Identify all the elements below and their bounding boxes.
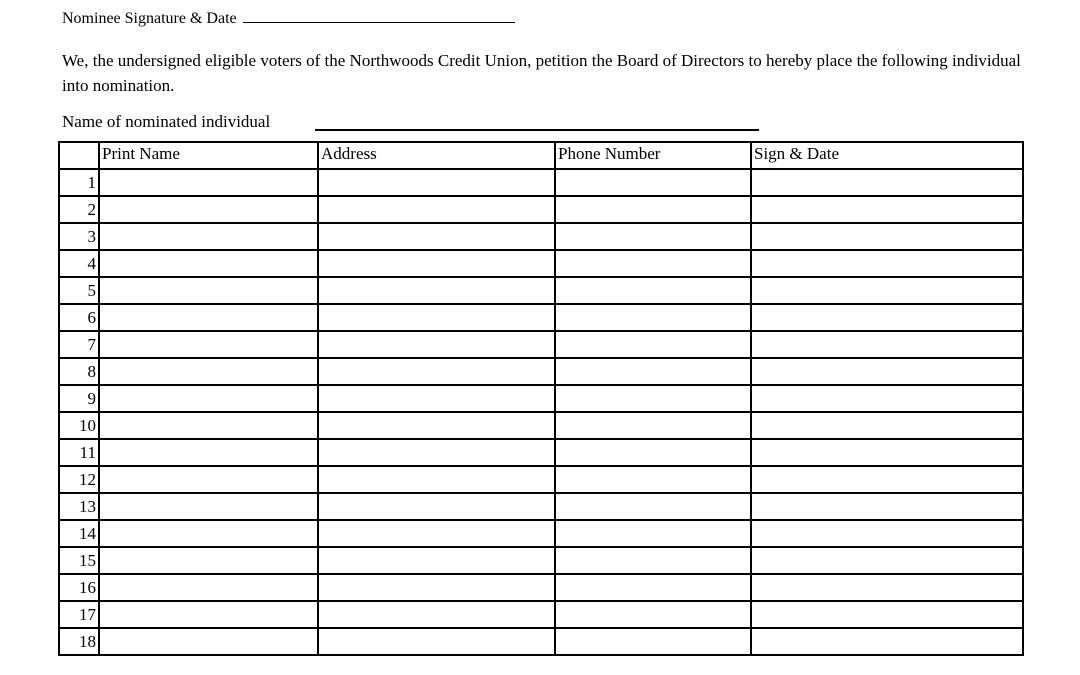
address-cell[interactable] [318,169,555,196]
print-name-cell[interactable] [99,520,318,547]
row-number: 7 [59,331,99,358]
address-cell[interactable] [318,601,555,628]
address-cell[interactable] [318,628,555,655]
print-name-cell[interactable] [99,250,318,277]
sign-date-cell[interactable] [751,277,1023,304]
row-number: 4 [59,250,99,277]
address-cell[interactable] [318,412,555,439]
address-cell[interactable] [318,196,555,223]
address-cell[interactable] [318,493,555,520]
address-cell[interactable] [318,250,555,277]
header-phone-number: Phone Number [555,142,751,169]
address-cell[interactable] [318,439,555,466]
address-cell[interactable] [318,304,555,331]
table-row [59,439,1023,466]
row-number: 18 [59,628,99,655]
address-cell[interactable] [318,466,555,493]
address-cell[interactable] [318,331,555,358]
table-header-row [59,142,1023,169]
phone-number-cell[interactable] [555,385,751,412]
row-number: 16 [59,574,99,601]
row-number: 6 [59,304,99,331]
table-row [59,412,1023,439]
print-name-cell[interactable] [99,466,318,493]
sign-date-cell[interactable] [751,601,1023,628]
sign-date-cell[interactable] [751,169,1023,196]
sign-date-cell[interactable] [751,493,1023,520]
sign-date-cell[interactable] [751,466,1023,493]
row-number: 15 [59,547,99,574]
phone-number-cell[interactable] [555,493,751,520]
nominee-signature-line [62,8,515,29]
sign-date-cell[interactable] [751,547,1023,574]
sign-date-cell[interactable] [751,439,1023,466]
sign-date-cell[interactable] [751,574,1023,601]
phone-number-cell[interactable] [555,331,751,358]
row-number: 11 [59,439,99,466]
table-row [59,196,1023,223]
table-row [59,493,1023,520]
row-number: 13 [59,493,99,520]
table-row [59,466,1023,493]
table-row [59,574,1023,601]
row-number: 2 [59,196,99,223]
nominee-signature-label: Nominee Signature & Date [62,10,237,27]
header-address: Address [318,142,555,169]
sign-date-cell[interactable] [751,250,1023,277]
table-row [59,331,1023,358]
print-name-cell[interactable] [99,169,318,196]
print-name-cell[interactable] [99,196,318,223]
phone-number-cell[interactable] [555,574,751,601]
sign-date-cell[interactable] [751,196,1023,223]
nominated-individual-field[interactable] [315,129,759,131]
phone-number-cell[interactable] [555,601,751,628]
row-number: 1 [59,169,99,196]
print-name-cell[interactable] [99,439,318,466]
print-name-cell[interactable] [99,412,318,439]
table-row [59,520,1023,547]
row-number: 12 [59,466,99,493]
table-row [59,277,1023,304]
sign-date-cell[interactable] [751,520,1023,547]
address-cell[interactable] [318,574,555,601]
table-row [59,628,1023,655]
table-row [59,169,1023,196]
sign-date-cell[interactable] [751,304,1023,331]
print-name-cell[interactable] [99,628,318,655]
table-row [59,304,1023,331]
header-print-name: Print Name [99,142,318,169]
print-name-cell[interactable] [99,385,318,412]
sign-date-cell[interactable] [751,223,1023,250]
row-number: 8 [59,358,99,385]
phone-number-cell[interactable] [555,223,751,250]
table-row [59,223,1023,250]
row-number: 10 [59,412,99,439]
address-cell[interactable] [318,520,555,547]
sign-date-cell[interactable] [751,358,1023,385]
print-name-cell[interactable] [99,358,318,385]
table-row [59,601,1023,628]
address-cell[interactable] [318,547,555,574]
nominated-individual-label: Name of nominated individual [62,112,271,131]
address-cell[interactable] [318,277,555,304]
row-number: 5 [59,277,99,304]
header-sign-date: Sign & Date [751,142,1023,169]
address-cell[interactable] [318,223,555,250]
table-row [59,385,1023,412]
phone-number-cell[interactable] [555,520,751,547]
table-row [59,547,1023,574]
sign-date-cell[interactable] [751,628,1023,655]
header-number [59,142,99,169]
print-name-cell[interactable] [99,304,318,331]
phone-number-cell[interactable] [555,169,751,196]
print-name-cell[interactable] [99,331,318,358]
print-name-cell[interactable] [99,277,318,304]
phone-number-cell[interactable] [555,358,751,385]
phone-number-cell[interactable] [555,547,751,574]
petition-signature-table [58,141,1024,656]
print-name-cell[interactable] [99,493,318,520]
row-number: 3 [59,223,99,250]
phone-number-cell[interactable] [555,439,751,466]
sign-date-cell[interactable] [751,331,1023,358]
phone-number-cell[interactable] [555,250,751,277]
table-row [59,250,1023,277]
phone-number-cell[interactable] [555,412,751,439]
address-cell[interactable] [318,385,555,412]
print-name-cell[interactable] [99,223,318,250]
print-name-cell[interactable] [99,574,318,601]
print-name-cell[interactable] [99,601,318,628]
phone-number-cell[interactable] [555,628,751,655]
print-name-cell[interactable] [99,547,318,574]
petition-statement: We, the undersigned eligible voters of the Northwoods Credit Union, petition the Board of Directors to hereby place the following individual into nomination. [62,51,1021,95]
phone-number-cell[interactable] [555,304,751,331]
phone-number-cell[interactable] [555,277,751,304]
table-row [59,358,1023,385]
phone-number-cell[interactable] [555,196,751,223]
row-number: 14 [59,520,99,547]
phone-number-cell[interactable] [555,466,751,493]
sign-date-cell[interactable] [751,412,1023,439]
row-number: 9 [59,385,99,412]
nominee-signature-field[interactable] [243,8,515,23]
row-number: 17 [59,601,99,628]
address-cell[interactable] [318,358,555,385]
sign-date-cell[interactable] [751,385,1023,412]
